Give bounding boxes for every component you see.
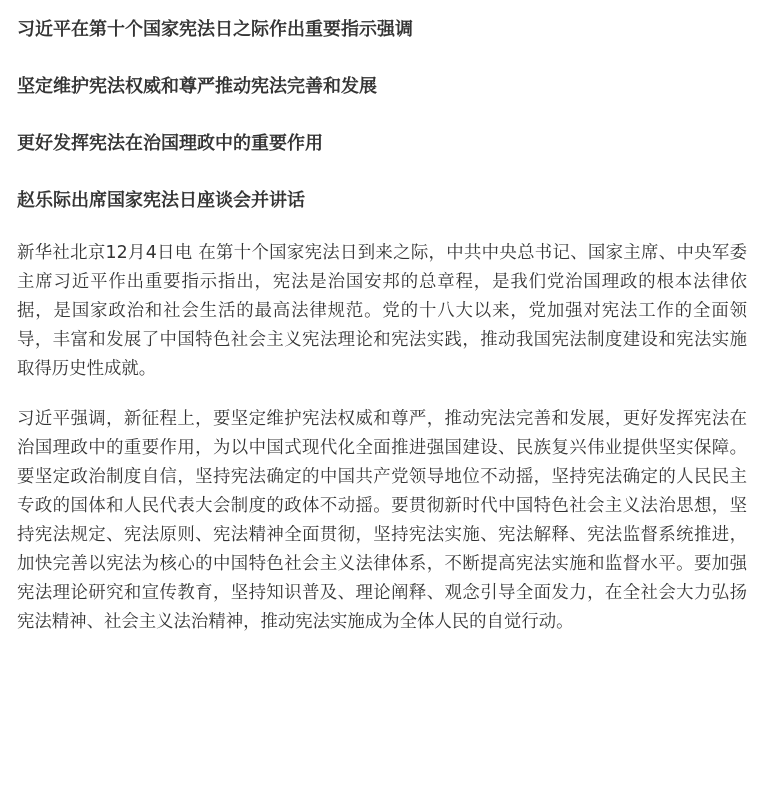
article-paragraph-2: 习近平强调，新征程上，要坚定维护宪法权威和尊严，推动宪法完善和发展，更好发挥宪法在治国理政中的重要作用，为以中国式现代化全面推进强国建设、民族复兴伟业提供坚实保障。要坚定政治制度自信，坚持宪法确定的中国共产党领导地位不动摇，坚持宪法确定的人民民主专政的国体和人民代表大会制度的政体不动摇。要贯彻新时代中国特色社会主义法治思想，坚持宪法规定、宪法原则、宪法精神全面贯彻，坚持宪法实施、宪法解释、宪法监督系统推进，加快完善以宪法为核心的中国特色社会主义法律体系，不断提高宪法实施和监督水平。要加强宪法理论研究和宣传教育，坚持知识普及、理论阐释、观念引导全面发力，在全社会大力弘扬宪法精神、社会主义法治精神，推动宪法实施成为全体人民的自觉行动。 (17, 409, 747, 632)
headline-sub-1: 坚定维护宪法权威和尊严推动宪法完善和发展 (17, 76, 377, 97)
article-paragraph-1: 新华社北京12月4日电 在第十个国家宪法日到来之际，中共中央总书记、国家主席、中央军委主席习近平作出重要指示指出，宪法是治国安邦的总章程，是我们党治国理政的根本法律依据，是国家政治和社会生活的最高法律规范。党的十八大以来，党加强对宪法工作的全面领导，丰富和发展了中国特色社会主义宪法理论和宪法实践，推动我国宪法制度建设和宪法实施取得历史性成就。 (17, 243, 747, 379)
headline-sub-3: 赵乐际出席国家宪法日座谈会并讲话 (17, 190, 305, 211)
headline-sub-2: 更好发挥宪法在治国理政中的重要作用 (17, 133, 323, 154)
headline-main: 习近平在第十个国家宪法日之际作出重要指示强调 (17, 19, 413, 40)
